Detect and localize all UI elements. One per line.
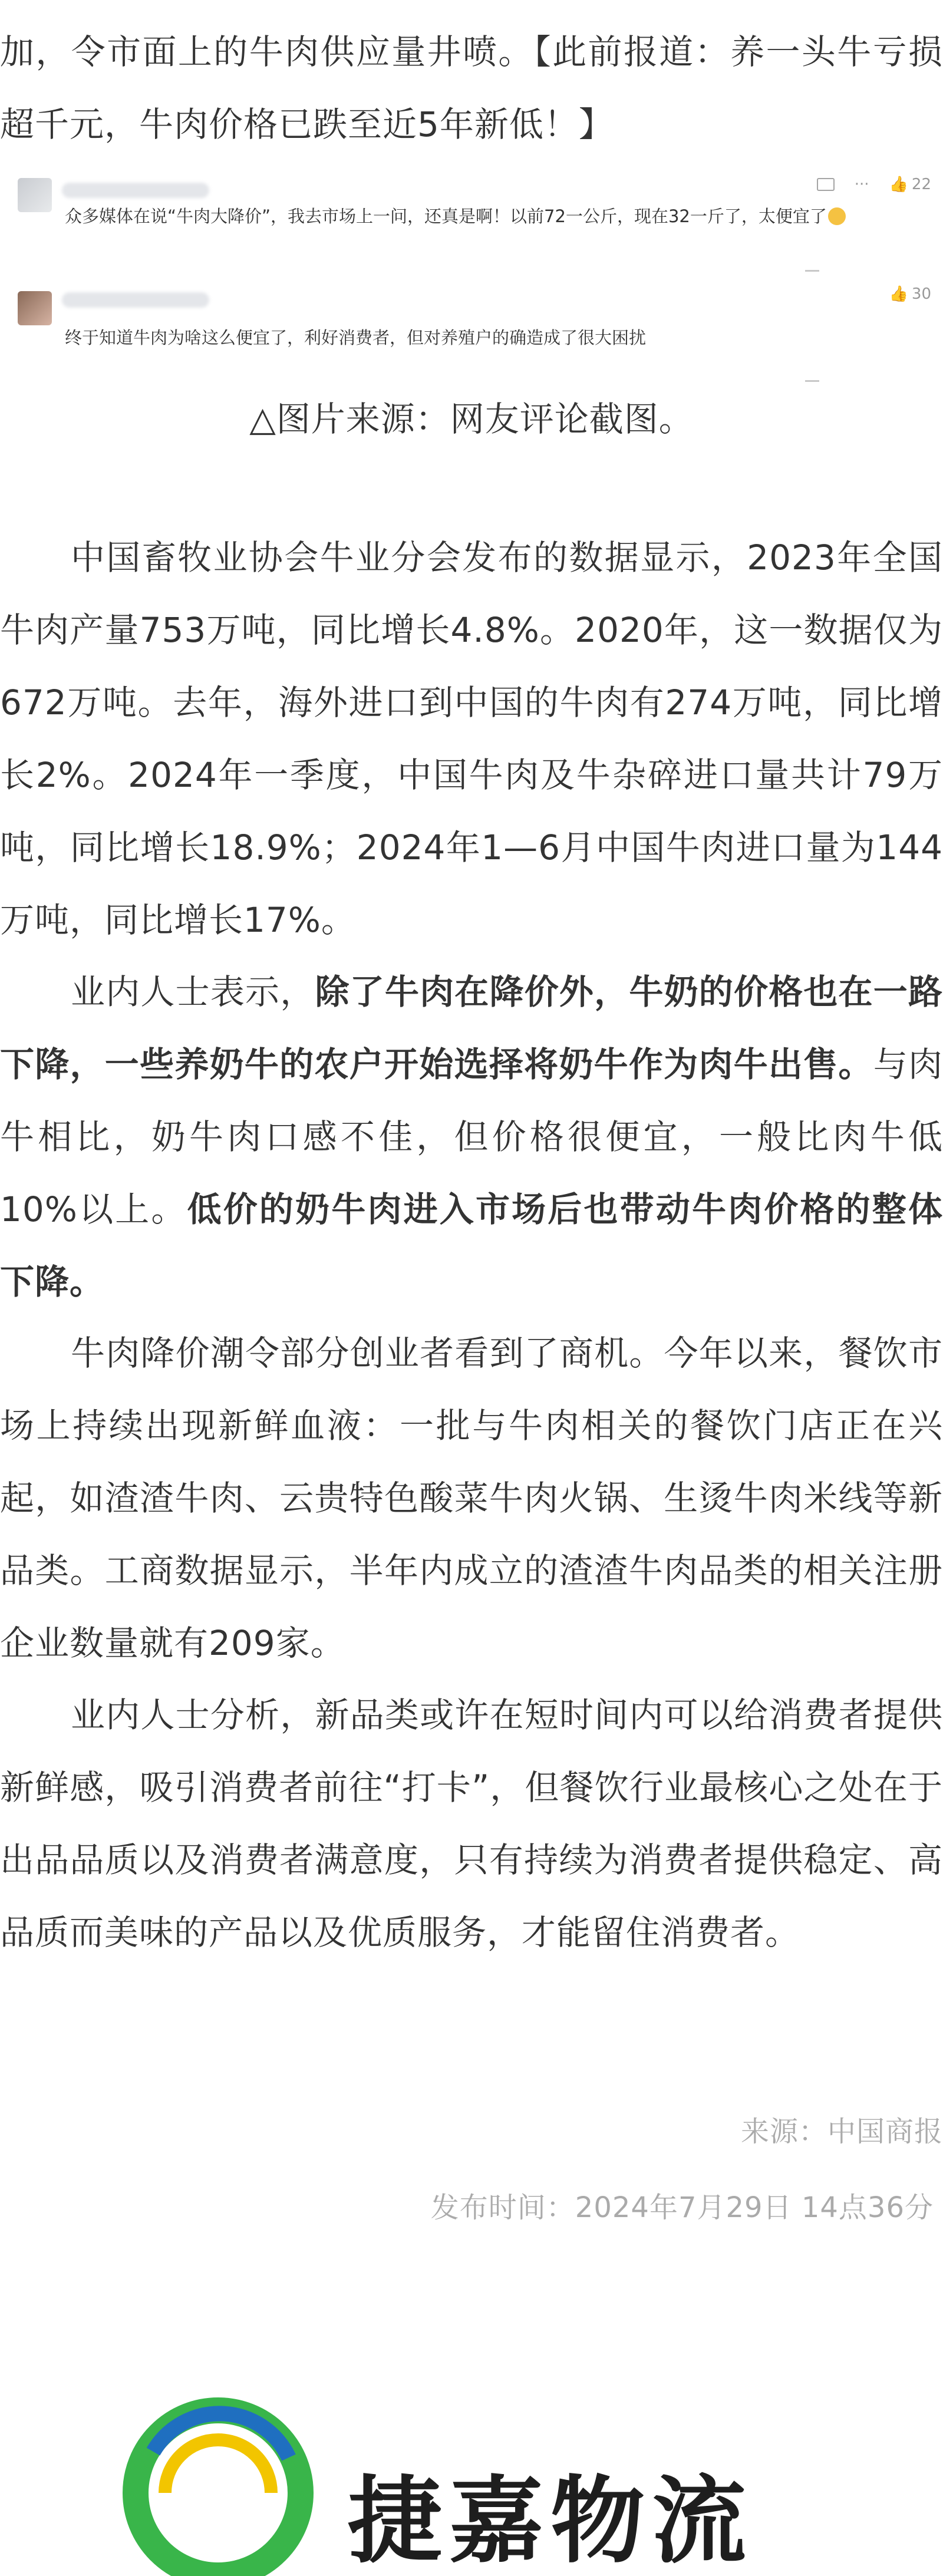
comment-item xyxy=(18,166,937,272)
image-caption: △图片来源：网友评论截图。 xyxy=(249,399,694,439)
like-count: 30 xyxy=(911,285,931,303)
avatar xyxy=(18,178,52,212)
paragraph-stats: 中国畜牧业协会牛业分会发布的数据显示，2023年全国牛肉产量753万吨，同比增长4.8%。2020年，这一数据仅为672万吨。去年，海外进口到中国的牛肉有274万吨，同比增长2%。2024年一季度，中国牛肉及牛杂碎进口量共计79万吨，同比增长18.9%；2024年1—6月中国牛肉进口量为144万吨，同比增长17%。 xyxy=(0,537,943,940)
comment-text: 终于知道牛肉为啥这么便宜了，利好消费者，但对养殖户的确造成了很大困扰 xyxy=(65,328,647,348)
logo-text: 捷嘉物流 xyxy=(348,2466,754,2576)
thumbs-up-icon: 👍 xyxy=(889,285,908,303)
p2-bold-2: 低价的奶牛肉进入市场后也带动牛肉价格的整体下降。 xyxy=(0,1189,943,1302)
like-button[interactable] xyxy=(889,285,931,303)
username-blurred xyxy=(62,292,209,308)
comment-text xyxy=(65,202,937,231)
p2-body: 与肉牛相比，奶牛肉口感不佳，但价格很便宜，一般比肉牛低10%以上。 xyxy=(0,1044,943,1229)
article-source: 来源：中国商报 xyxy=(740,2115,943,2148)
paragraph-business-opportunity: 牛肉降价潮令部分创业者看到了商机。今年以来，餐饮市场上持续出现新鲜血液：一批与牛肉相关的餐饮门店正在兴起，如渣渣牛肉、云贵特色酸菜牛肉火锅、生烫牛肉米线等新品类。工商数据显示，半年内成立的渣渣牛肉品类的相关注册企业数量就有209家。 xyxy=(0,1333,943,1663)
p2-lead: 业内人士表示， xyxy=(71,972,315,1012)
comment-screenshot xyxy=(0,166,943,393)
like-count: 22 xyxy=(911,176,931,193)
username-blurred xyxy=(62,183,209,198)
more-icon[interactable]: ··· xyxy=(854,176,869,193)
divider xyxy=(805,380,819,382)
publish-time: 发布时间：2024年7月29日 14点36分 xyxy=(430,2191,934,2224)
paragraph-analysis: 业内人士分析，新品类或许在短时间内可以给消费者提供新鲜感，吸引消费者前往“打卡”，但餐饮行业最核心之处在于出品品质以及消费者满意度，只有持续为消费者提供稳定、高品质而美味的产品以及优质服务，才能留住消费者。 xyxy=(0,1695,943,1952)
intro-paragraph: 加，令市面上的牛肉供应量井喷。【此前报道：养一头牛亏损超千元，牛肉价格已跌至近5年新低！】 xyxy=(0,32,943,144)
emoji-icon xyxy=(828,207,846,225)
p2-bold-1: 除了牛肉在降价外，牛奶的价格也在一路下降，一些养奶牛的农户开始选择将奶牛作为肉牛出售。 xyxy=(0,972,943,1084)
comment-actions xyxy=(817,176,931,193)
comment-text-body: 众多媒体在说“牛肉大降价”，我去市场上一问，还真是啊！以前72一公斤，现在32一斤了，太便宜了 xyxy=(65,206,827,226)
avatar xyxy=(18,291,52,325)
comment-actions xyxy=(889,285,931,303)
divider xyxy=(805,270,819,272)
company-logo xyxy=(0,2405,943,2576)
like-button[interactable] xyxy=(889,176,931,193)
paragraph-industry-view xyxy=(0,956,943,1318)
reply-icon[interactable] xyxy=(817,178,835,191)
thumbs-up-icon: 👍 xyxy=(889,176,908,193)
comment-item xyxy=(18,285,937,380)
logo-emblem-icon xyxy=(100,2405,336,2558)
